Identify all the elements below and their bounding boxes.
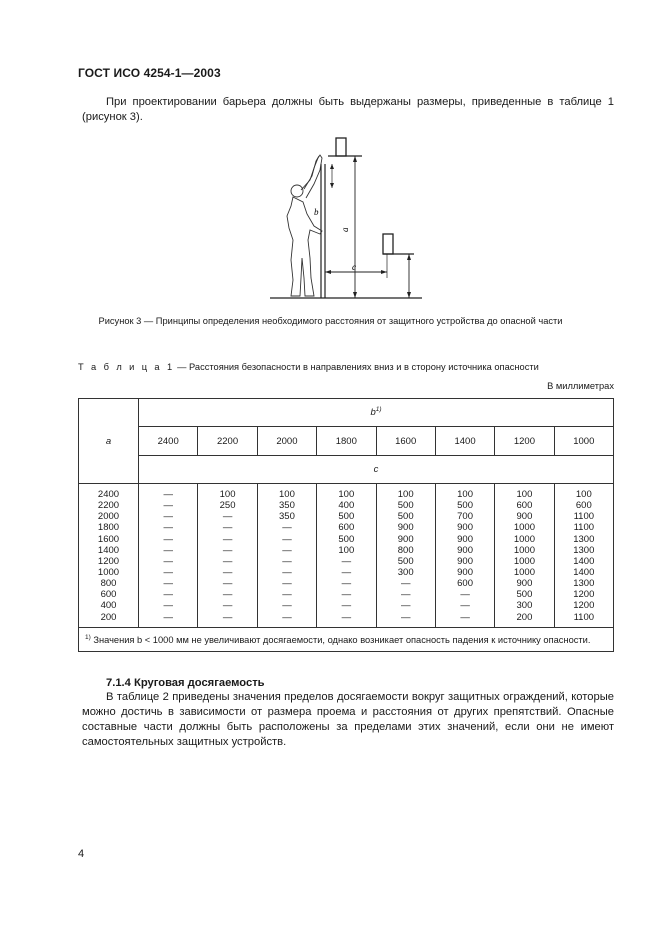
b-values-row [79, 427, 614, 456]
table-cell: — [163, 600, 173, 612]
figure-label-a: a [340, 227, 350, 232]
table-cell: — [222, 578, 233, 590]
table-cell: 2000 [97, 511, 120, 523]
table-cell: — [400, 600, 411, 612]
table-cell: — [400, 578, 411, 590]
figure-label-b: b [314, 207, 319, 217]
table-cell: 800 [100, 578, 117, 590]
table-cell: 200 [516, 611, 533, 623]
c-values-column [198, 484, 257, 628]
table-cell: — [163, 500, 173, 512]
table-cell: — [282, 522, 292, 534]
table-cell: 1200 [97, 555, 120, 567]
figure-3-diagram [262, 128, 432, 308]
table-cell: 900 [457, 522, 473, 534]
table-cell: — [163, 544, 173, 556]
table-cell: 350 [279, 511, 295, 523]
table-cell: 900 [397, 533, 414, 545]
table-cell: — [163, 511, 173, 523]
table-cell: — [222, 566, 233, 578]
page-number: 4 [78, 848, 85, 860]
b-value-cell: 1000 [554, 427, 613, 456]
table-cell: 1000 [513, 533, 535, 545]
table-cell: — [222, 522, 233, 534]
table-cell: — [222, 511, 233, 523]
table-cell: — [163, 589, 173, 601]
table-cell: 900 [397, 522, 414, 534]
table-cell: 300 [397, 566, 414, 578]
col-header-b: $b^{1)}$ [139, 399, 614, 427]
table-cell: 1100 [573, 522, 595, 534]
intro-paragraph: При проектировании барьера должны быть выдержаны размеры, приведенные в таблице 1 (рисунок 3). [82, 96, 614, 123]
table-footnote: $^{1)}$ Значения b < 1000 мм не увеличивают досягаемости, однако возникает опасность падения к источнику опасности. [79, 628, 614, 652]
table-cell: — [460, 600, 470, 612]
table-cell: 2400 [97, 489, 120, 500]
table-cell: 1300 [573, 544, 595, 556]
table-cell: — [460, 589, 470, 601]
table-cell: 100 [397, 489, 414, 500]
safety-distance-table [78, 398, 614, 652]
page-header-title: ГОСТ ИСО 4254-1—2003 [78, 66, 221, 80]
table-cell: — [163, 611, 173, 623]
a-values-column [79, 484, 139, 628]
table-cell: 100 [219, 489, 236, 500]
table-cell: 500 [397, 500, 414, 512]
b-value-cell: 1800 [317, 427, 376, 456]
table-cell: 200 [100, 611, 117, 623]
table-cell: — [341, 555, 352, 567]
table-cell: 1000 [513, 544, 535, 556]
table-cell: 100 [338, 544, 355, 556]
table-cell: — [163, 555, 173, 567]
c-values-column [554, 484, 613, 628]
table-title-prefix: Т а б л и ц а 1 [78, 362, 175, 372]
table-cell: — [222, 533, 233, 545]
section-paragraph: В таблице 2 приведены значения пределов досягаемости вокруг защитных ограждений, которые можно достичь в зависимости от размера проема и расстояния от других препятствий. Опасные составные части должны быть расположены за пределами этих значений, если они не имеют самостоятельных защитных устройств. [82, 691, 614, 748]
table-cell: 100 [279, 489, 295, 500]
table-cell: 1400 [97, 544, 120, 556]
table-cell: 700 [457, 511, 473, 523]
table-cell: 500 [397, 555, 414, 567]
table-cell: 1200 [573, 600, 595, 612]
table-cell: 900 [516, 511, 533, 523]
table-cell: 600 [100, 589, 117, 601]
table-cell: 600 [457, 578, 473, 590]
table-cell: — [282, 578, 292, 590]
table-cell: 900 [516, 578, 533, 590]
table-cell: 100 [338, 489, 355, 500]
table-units: В миллиметрах [547, 381, 614, 391]
table-cell: 1000 [513, 522, 535, 534]
table-cell: 500 [338, 533, 355, 545]
table-cell: 900 [457, 555, 473, 567]
table-cell: 900 [457, 544, 473, 556]
table-cell: — [163, 578, 173, 590]
table-cell: 1100 [573, 611, 595, 623]
table-cell: 1200 [573, 589, 595, 601]
table-cell: 1600 [97, 533, 120, 545]
c-values-column [139, 484, 198, 628]
table-cell: — [163, 522, 173, 534]
b-value-cell: 2200 [198, 427, 257, 456]
table-body-row [79, 484, 614, 628]
c-values-column [317, 484, 376, 628]
b-value-cell: 2000 [257, 427, 316, 456]
c-values-column [435, 484, 494, 628]
table-cell: 400 [100, 600, 117, 612]
table-cell: — [282, 544, 292, 556]
row-header-a: a [79, 399, 139, 484]
b-value-cell: 2400 [139, 427, 198, 456]
table-cell: 500 [397, 511, 414, 523]
table-cell: 800 [397, 544, 414, 556]
col-header-c: c [139, 456, 614, 484]
table-cell: 1100 [573, 511, 595, 523]
person-silhouette [287, 155, 322, 296]
table-cell: — [282, 611, 292, 623]
table-cell: 500 [457, 500, 473, 512]
table-cell: — [282, 600, 292, 612]
table-cell: 600 [516, 500, 533, 512]
table-cell: — [282, 533, 292, 545]
table-cell: 500 [338, 511, 355, 523]
b-value-cell: 1400 [435, 427, 494, 456]
table-cell: — [341, 589, 352, 601]
table-cell: — [222, 589, 233, 601]
table-cell: 100 [457, 489, 473, 500]
table-cell: 100 [575, 489, 592, 500]
b-value-cell: 1200 [495, 427, 554, 456]
table-cell: — [282, 589, 292, 601]
hazard-box-top [336, 138, 346, 156]
table-cell: 500 [516, 589, 533, 601]
table-cell: — [222, 611, 233, 623]
table-cell: — [341, 578, 352, 590]
table-cell: 350 [279, 500, 295, 512]
table-cell: 1000 [513, 555, 535, 567]
table-cell: 1400 [573, 555, 595, 567]
table-cell: — [460, 611, 470, 623]
section-heading: 7.1.4 Круговая досягаемость [106, 677, 265, 689]
table-cell: 900 [457, 566, 473, 578]
table-cell: 1800 [97, 522, 120, 534]
table-cell: 900 [457, 533, 473, 545]
table-cell: — [341, 566, 352, 578]
table-cell: — [163, 489, 173, 500]
table-cell: 400 [338, 500, 355, 512]
c-values-column [376, 484, 435, 628]
table-cell: 100 [516, 489, 533, 500]
table-cell: 1300 [573, 578, 595, 590]
table-cell: — [163, 533, 173, 545]
table-cell: — [282, 566, 292, 578]
table-cell: 600 [575, 500, 592, 512]
table-cell: 1000 [97, 566, 120, 578]
c-values-column [257, 484, 316, 628]
table-cell: — [282, 555, 292, 567]
table-cell: 2200 [97, 500, 120, 512]
b-value-cell: 1600 [376, 427, 435, 456]
c-values-column [495, 484, 554, 628]
table-cell: — [222, 544, 233, 556]
table-cell: — [341, 611, 352, 623]
figure-label-c: c [352, 262, 356, 272]
table-title [78, 362, 539, 372]
table-cell: — [400, 589, 411, 601]
table-cell: — [222, 555, 233, 567]
table-cell: 250 [219, 500, 236, 512]
table-cell: — [341, 600, 352, 612]
table-cell: — [400, 611, 411, 623]
table-title-rest: — Расстояния безопасности в направлениях вниз и в сторону источника опасности [174, 362, 539, 372]
table-cell: 1000 [513, 566, 535, 578]
table-cell: 300 [516, 600, 533, 612]
figure-caption: Рисунок 3 — Принципы определения необходимого расстояния от защитного устройства до опасной части [98, 316, 563, 326]
table-cell: — [163, 566, 173, 578]
table-cell: 1300 [573, 533, 595, 545]
hazard-box-lower [383, 234, 393, 254]
table-cell: — [222, 600, 233, 612]
table-cell: 600 [338, 522, 355, 534]
table-cell: 1400 [573, 566, 595, 578]
